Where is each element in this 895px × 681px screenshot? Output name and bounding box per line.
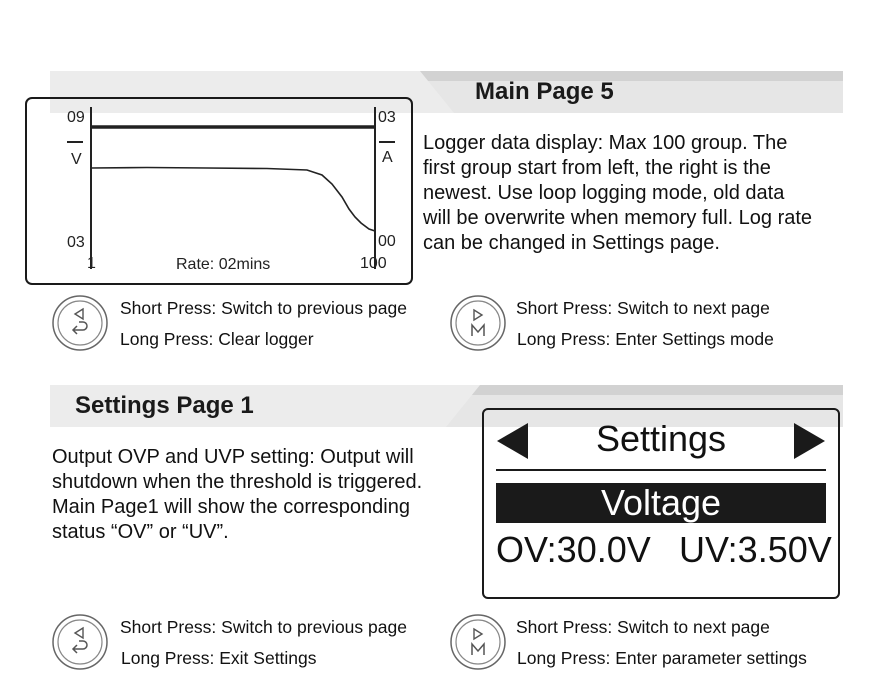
main-page-title: Main Page 5 (475, 78, 614, 105)
description-line: can be changed in Settings page. (423, 232, 720, 254)
settings-page-title: Settings Page 1 (75, 392, 254, 419)
description-line: Output OVP and UVP setting: Output will (52, 446, 414, 468)
x-start-label: 1 (87, 255, 96, 272)
current-max-label: 03 (378, 109, 396, 126)
main-right-long-press: Long Press: Enter Settings mode (517, 329, 774, 349)
main-right-short-press: Short Press: Switch to next page (516, 298, 770, 318)
description-line: shutdown when the threshold is triggered. (52, 471, 423, 493)
selected-item-voltage: Voltage (496, 483, 826, 523)
settings-page-description (52, 445, 482, 545)
description-line: Main Page1 will show the corresponding (52, 496, 410, 518)
logger-display (25, 97, 413, 285)
settings-display-title: Settings (595, 418, 727, 459)
voltage-min-label: 03 (67, 234, 85, 251)
current-min-label: 00 (378, 233, 396, 250)
x-end-label: 100 (360, 255, 387, 272)
main-left-long-press: Long Press: Clear logger (120, 329, 314, 349)
description-line: status “OV” or “UV”. (52, 521, 229, 543)
description-line: Logger data display: Max 100 group. The (423, 132, 788, 154)
voltage-max-label: 09 (67, 109, 85, 126)
description-line: first group start from left, the right is the (423, 157, 771, 179)
settings-right-short-press: Short Press: Switch to next page (516, 617, 770, 637)
settings-left-short-press: Short Press: Switch to previous page (120, 617, 407, 637)
main-left-short-press: Short Press: Switch to previous page (120, 298, 407, 318)
back-arrow-icon (51, 294, 109, 352)
description-line: will be overwrite when memory full. Log rate (423, 207, 813, 229)
voltage-unit-label: V (71, 151, 82, 168)
current-trace (91, 168, 375, 232)
settings-display (482, 408, 840, 599)
log-rate-label: Rate: 02mins (176, 256, 271, 273)
display-divider (496, 469, 826, 471)
description-line: newest. Use loop logging mode, old data (423, 182, 785, 204)
uv-value: UV:3.50V (679, 529, 832, 570)
back-arrow-icon (51, 613, 109, 671)
main-page-description (423, 131, 873, 256)
settings-right-long-press: Long Press: Enter parameter settings (517, 648, 807, 668)
settings-left-long-press: Long Press: Exit Settings (121, 648, 317, 668)
play-m-icon (449, 613, 507, 671)
current-unit-label: A (382, 149, 393, 166)
ov-value: OV:30.0V (496, 529, 651, 570)
play-m-icon (449, 294, 507, 352)
